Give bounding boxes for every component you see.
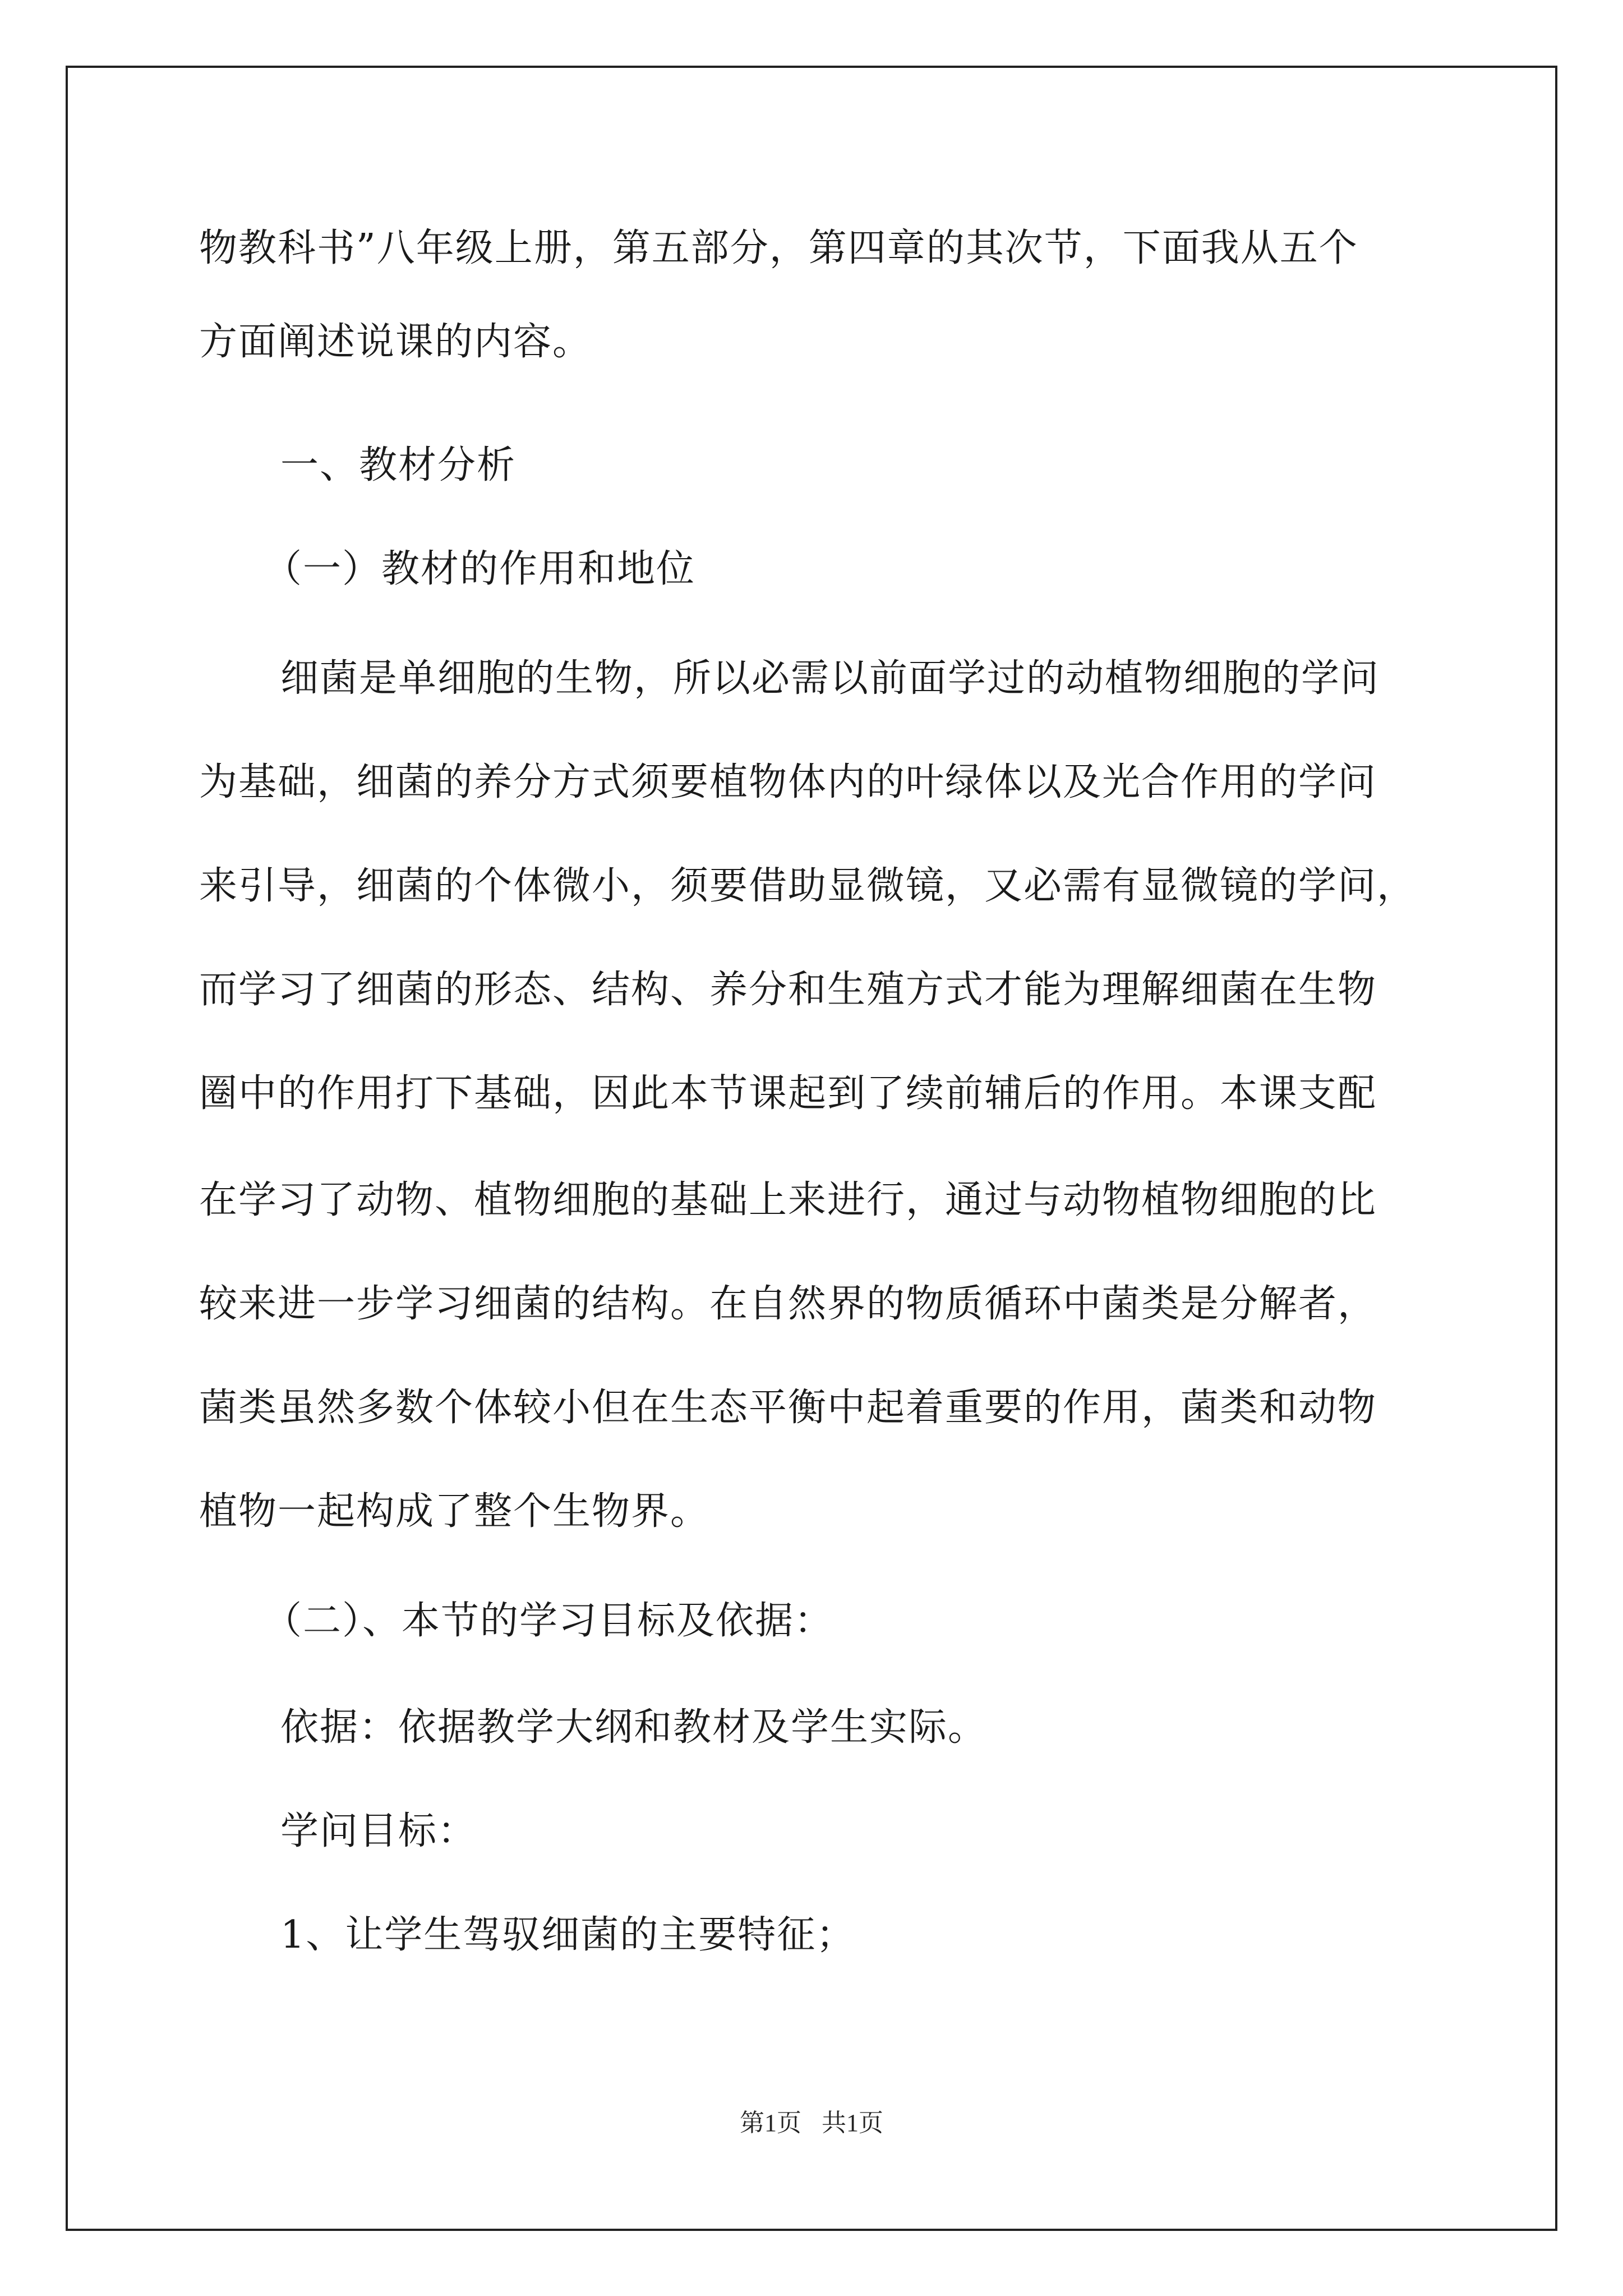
page-number: 第1页 — [740, 2109, 801, 2137]
paragraph-line-8: 菌类虽然多数个体较小但在生态平衡中起着重要的作用，菌类和动物 — [199, 1386, 1377, 1430]
section-heading: 一、教材分析 — [280, 443, 517, 487]
paragraph-line-4: 而学习了细菌的形态、结构、养分和生殖方式才能为理解细菌在生物 — [199, 968, 1377, 1012]
text-line-2: 方面阐述说课的内容。 — [199, 320, 592, 364]
page-footer — [0, 2106, 1623, 2140]
paragraph-line-7: 较来进一步学习细菌的结构。在自然界的物质循环中菌类是分解者， — [199, 1282, 1377, 1326]
subsection-heading-1: （一）教材的作用和地位 — [264, 547, 696, 591]
page-total: 共1页 — [822, 2109, 883, 2137]
paragraph-line-5: 圈中的作用打下基础，因此本节课起到了续前辅后的作用。本课支配 — [199, 1071, 1377, 1116]
page-border — [66, 66, 1557, 2231]
paragraph-line-1: 细菌是单细胞的生物，所以必需以前面学过的动植物细胞的学问 — [280, 656, 1380, 701]
paragraph-line-3: 来引导，细菌的个体微小，须要借助显微镜，又必需有显微镜的学问， — [199, 864, 1417, 908]
paragraph-line-9: 植物一起构成了整个生物界。 — [199, 1489, 710, 1534]
basis-line: 依据：依据教学大纲和教材及学生实际。 — [280, 1705, 988, 1750]
goal-item-1: 1、让学生驾驭细菌的主要特征； — [280, 1913, 856, 1957]
subsection-heading-2: （二）、本节的学习目标及依据： — [264, 1599, 834, 1643]
knowledge-goals-label: 学问目标： — [280, 1809, 477, 1853]
paragraph-line-2: 为基础，细菌的养分方式须要植物体内的叶绿体以及光合作用的学问 — [199, 760, 1377, 804]
text-line-1: 物教科书”八年级上册，第五部分，第四章的其次节，下面我从五个 — [199, 226, 1358, 270]
paragraph-line-6: 在学习了动物、植物细胞的基础上来进行，通过与动物植物细胞的比 — [199, 1178, 1377, 1222]
